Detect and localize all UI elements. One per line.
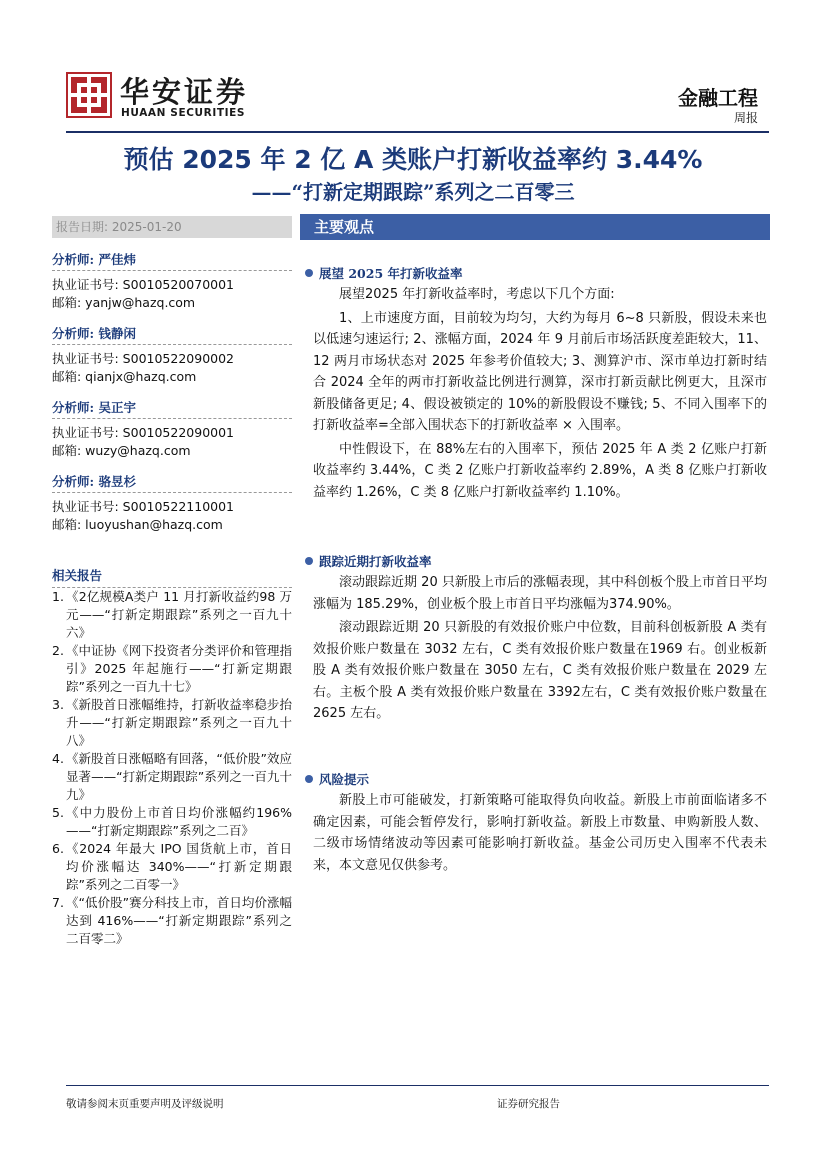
section-tracking — [305, 552, 767, 725]
section-heading: 风险提示 — [305, 770, 767, 788]
analyst-block — [52, 324, 292, 386]
analyst-email: 邮箱: luoyushan@hazq.com — [52, 517, 223, 532]
related-report-item[interactable]: 1. 《2亿规模A类户 11 月打新收益约98 万元——“打新定期跟踪”系列之一百九十六》 — [52, 589, 292, 640]
paragraph: 新股上市可能破发，打新策略可能取得负向收益。新股上市前面临诸多不确定因素，可能会暂停发行，影响打新收益。新股上市数量、申购新股人数、二级市场情绪波动等因素可能影响打新收益。基金公司历史入围率不代表未来，本文意见仅供参考。 — [313, 793, 767, 873]
analyst-name: 分析师: 骆昱杉 — [52, 472, 292, 493]
logo-emblem — [66, 72, 112, 118]
report-subtitle: ——“打新定期跟踪”系列之二百零三 — [251, 180, 575, 204]
paragraph: 1、上市速度方面，目前较为均匀，大约为每月 6~8 只新股，假设未来也以低速匀速运行; 2、涨幅方面，2024 年 9 月前后市场活跃度差距较大，11、12 两月市场状态对 2025 年参考价值较大; 3、测算沪市、深市单边打新时结合 2024 全年的两市打新收益比例进行测算，深市打新贡献比例更大，且深市新股储备更足; 4、假设被锁定的 10%的新股假设不赚钱; 5、不同入围率下的打新收益率=全部入围状态下的打新收益率 × 入围率。 — [313, 310, 767, 433]
analyst-block — [52, 250, 292, 312]
section-heading: 展望 2025 年打新收益率 — [305, 264, 767, 282]
analyst-license: 执业证书号: S0010520070001 — [52, 277, 235, 292]
related-report-item[interactable]: 3. 《新股首日涨幅维持，打新收益率稳步抬升——“打新定期跟踪”系列之一百九十八》 — [52, 697, 292, 748]
analyst-name: 分析师: 严佳炜 — [52, 250, 292, 271]
section-outlook — [305, 264, 767, 503]
footer-report-type: 证券研究报告 — [497, 1098, 560, 1110]
main-points-title: 主要观点 — [314, 218, 375, 236]
related-report-item[interactable]: 4. 《新股首日涨幅略有回落，“低价股”效应显著——“打新定期跟踪”系列之一百九十九》 — [52, 751, 292, 802]
report-date: 报告日期: 2025-01-20 — [52, 216, 292, 238]
related-report-item[interactable]: 6. 《2024 年最大 IPO 国货航上市，首日均价涨幅达 340%——“打新定期跟踪”系列之二百零一》 — [52, 841, 292, 892]
analyst-email: 邮箱: wuzy@hazq.com — [52, 443, 191, 458]
related-reports-heading: 相关报告 — [52, 566, 292, 588]
related-report-item[interactable]: 5. 《中力股份上市首日均价涨幅约196%——“打新定期跟踪”系列之二百》 — [52, 805, 292, 838]
bullet-dot-icon — [305, 269, 313, 277]
related-report-item[interactable]: 2. 《中证协《网下投资者分类评价和管理指引》2025 年起施行——“打新定期跟踪”系列之一百九十七》 — [52, 643, 292, 694]
analyst-name: 分析师: 吴正宇 — [52, 398, 292, 419]
paragraph: 展望2025 年打新收益率时，考虑以下几个方面: — [339, 287, 615, 302]
analyst-email: 邮箱: qianjx@hazq.com — [52, 369, 197, 384]
logo-text-cn: 华安证券 — [120, 75, 249, 109]
paragraph: 滚动跟踪近期 20 只新股上市后的涨幅表现，其中科创板个股上市首日平均涨幅为 185.29%，创业板个股上市首日平均涨幅为374.90%。 — [313, 575, 767, 612]
analyst-license: 执业证书号: S0010522090001 — [52, 425, 235, 440]
bullet-dot-icon — [305, 557, 313, 565]
department-label: 金融工程 — [678, 86, 758, 110]
analyst-block — [52, 472, 292, 534]
section-heading: 跟踪近期打新收益率 — [305, 552, 767, 570]
report-title: 预估 2025 年 2 亿 A 类账户打新收益率约 3.44% — [123, 145, 703, 174]
related-reports-list — [52, 588, 292, 948]
analyst-name: 分析师: 钱静闲 — [52, 324, 292, 345]
analyst-license: 执业证书号: S0010522090002 — [52, 351, 235, 366]
paragraph: 中性假设下，在 88%左右的入围率下，预估 2025 年 A 类 2 亿账户打新收益率约 3.44%，C 类 2 亿账户打新收益率约 2.89%，A 类 8 亿账户打新收益率约 1.26%，C 类 8 亿账户打新收益率约 1.10%。 — [313, 441, 767, 500]
header-divider — [66, 131, 769, 133]
analyst-email: 邮箱: yanjw@hazq.com — [52, 295, 196, 310]
footer-disclaimer: 敬请参阅末页重要声明及评级说明 — [66, 1098, 224, 1110]
analyst-license: 执业证书号: S0010522110001 — [52, 499, 235, 514]
related-report-item[interactable]: 7. 《“低价股”赛分科技上市，首日均价涨幅达到 416%——“打新定期跟踪”系列之二百零二》 — [52, 895, 292, 946]
analyst-block — [52, 398, 292, 460]
footer-divider — [66, 1085, 769, 1086]
section-risk — [305, 770, 767, 876]
logo-text-en: HUAAN SECURITIES — [121, 107, 246, 119]
paragraph: 滚动跟踪近期 20 只新股的有效报价账户中位数，目前科创板新股 A 类有效报价账户数量在 3032 左右，C 类有效报价账户数量在1969 右。创业板新股 A 类有效报价账户数量在 3050 左右，C 类有效报价账户数量在 2029 左右。主板个股 A 类有效报价账户数量在 3392左右，C 类有效报价账户数量在 2625 左右。 — [313, 620, 767, 721]
bullet-dot-icon — [305, 775, 313, 783]
report-frequency: 周报 — [733, 111, 758, 125]
main-points-banner — [300, 214, 770, 240]
